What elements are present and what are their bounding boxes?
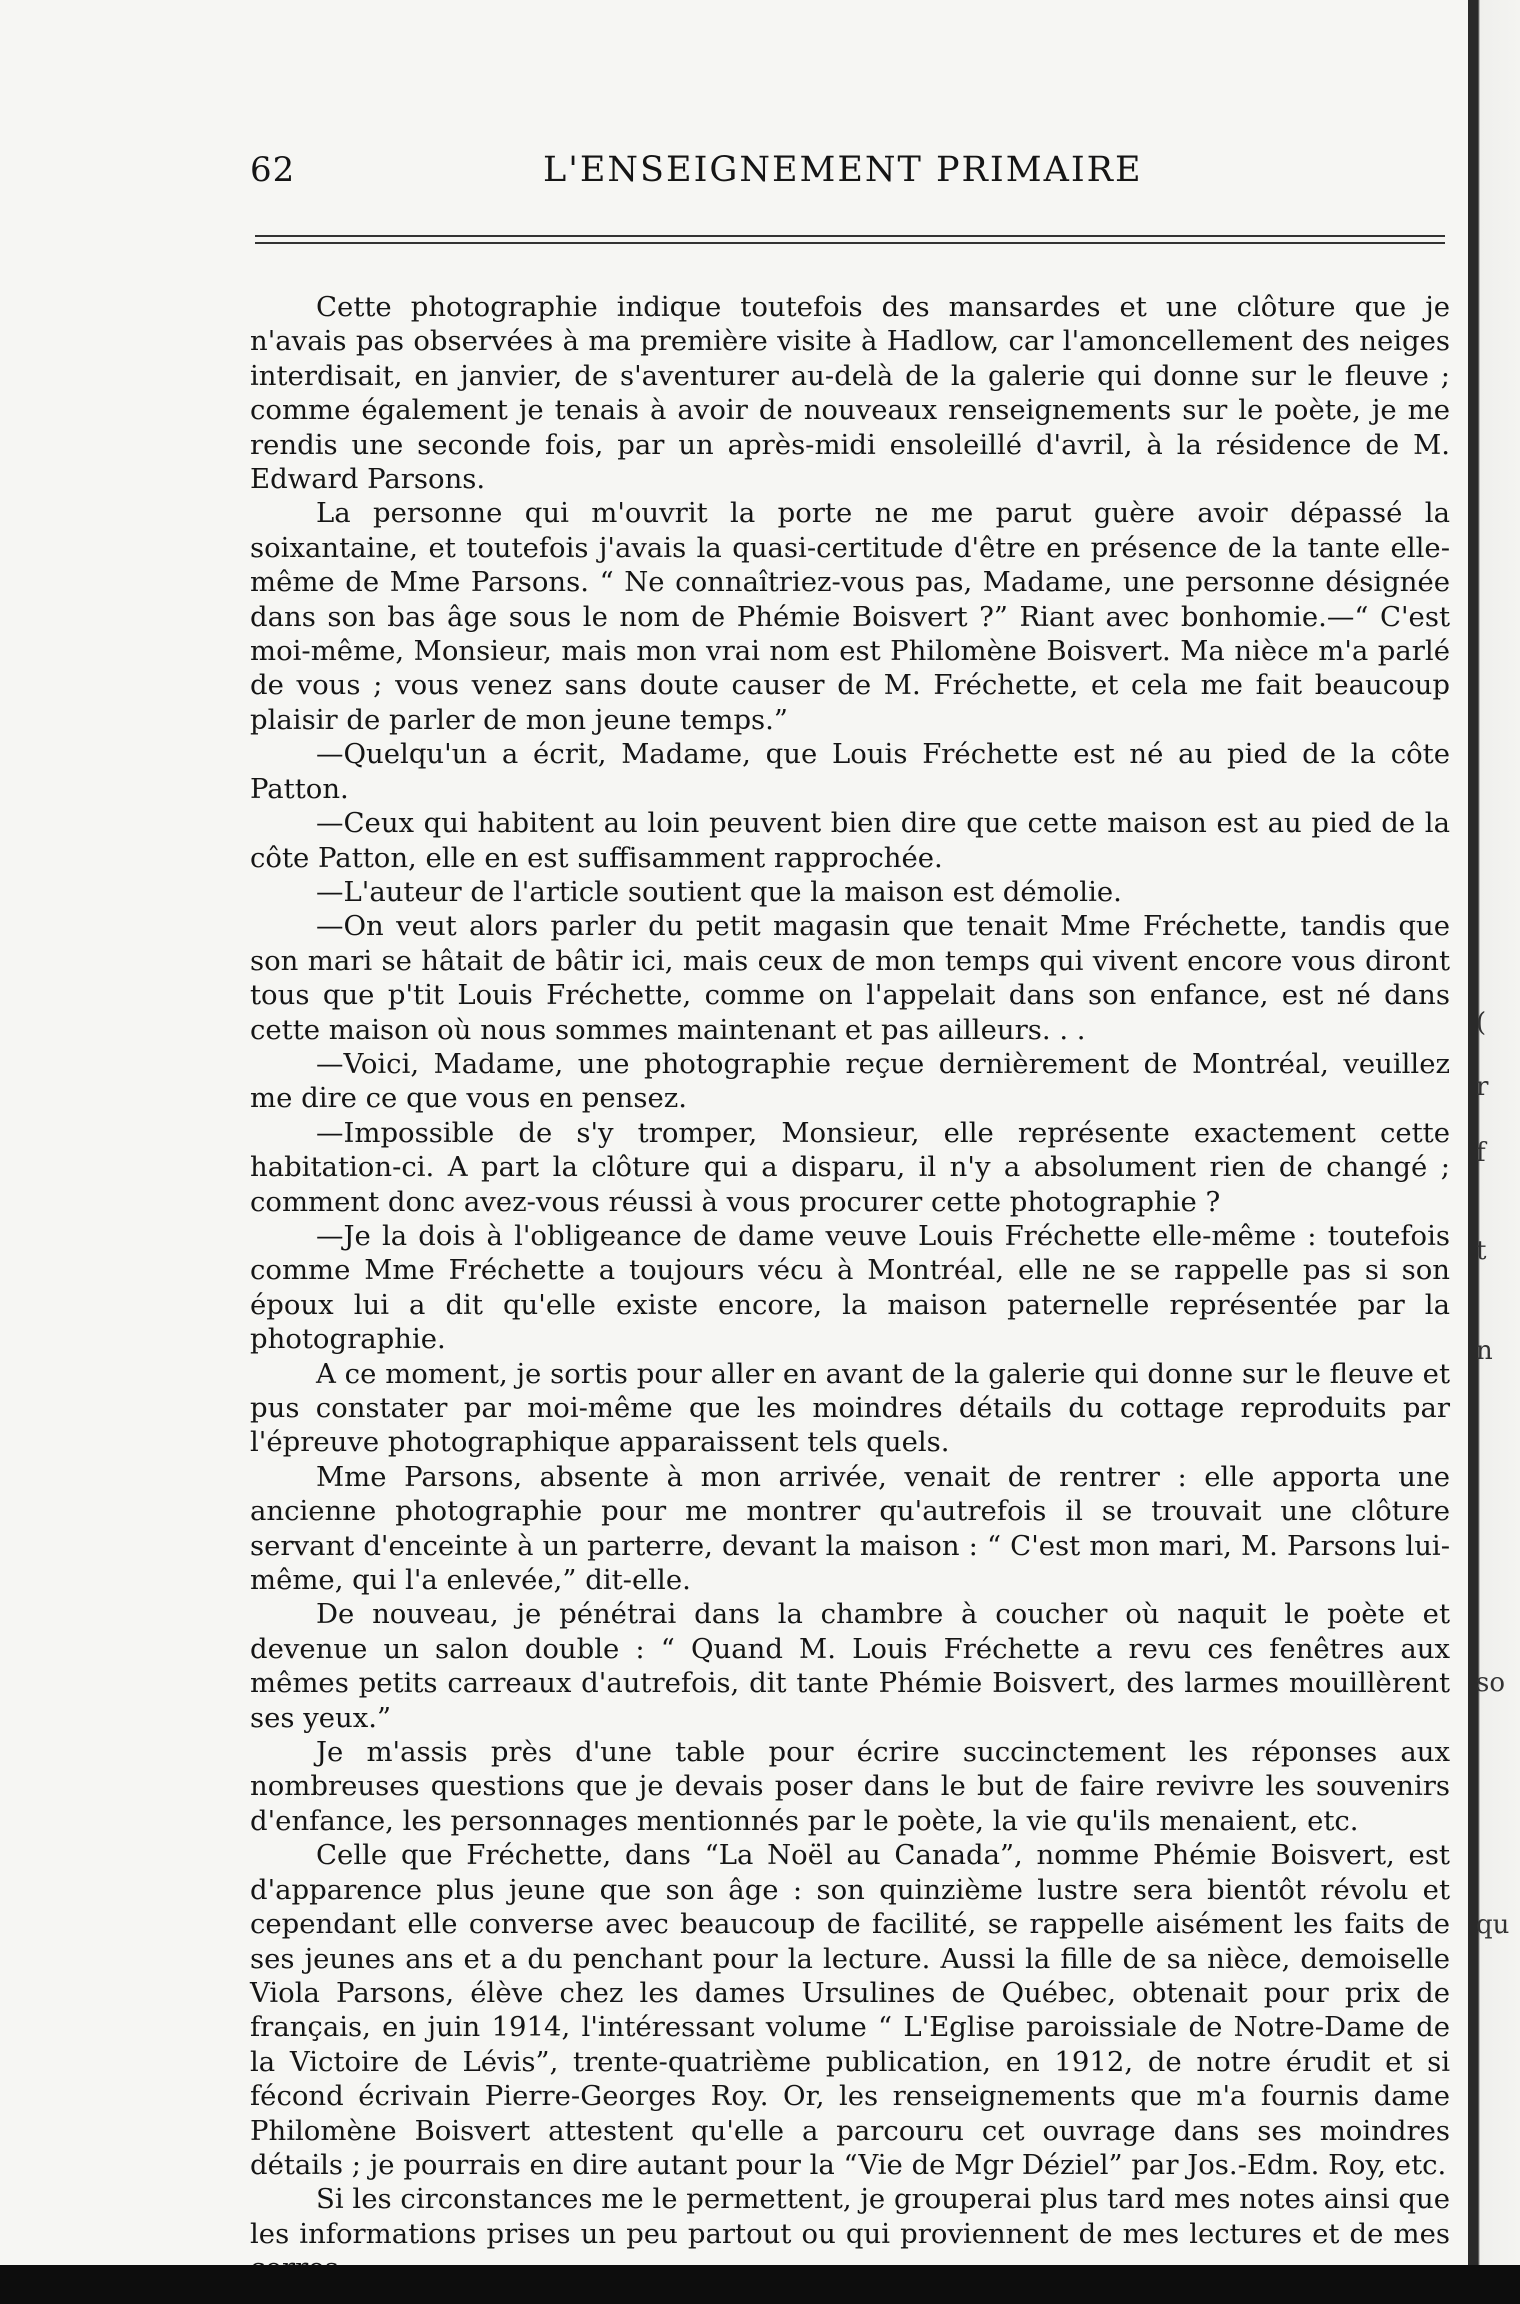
fragment: n	[1476, 1336, 1493, 1366]
paragraph: —Quelqu'un a écrit, Madame, que Louis Fréchette est né au pied de la côte Patton.	[250, 738, 1450, 805]
paragraph: Cette photographie indique toutefois des mansardes et une clôture que je n'avais pas observées à ma première visite à Hadlow, car l'amoncellement des neiges interdisait, en janvier, de s'aventurer au-delà de la galerie qui donne sur le fleuve ; comme également je tenais à avoir de nouveaux renseignements sur le poète, je me rendis une seconde fois, par un après-midi ensoleillé d'avril, à la résidence de M. Edward Parsons.	[250, 291, 1450, 496]
paragraph: —Voici, Madame, une photographie reçue dernièrement de Montréal, veuillez me dire ce que vous en pensez.	[250, 1047, 1450, 1115]
paragraph: Celle que Fréchette, dans “La Noël au Canada”, nomme Phémie Boisvert, est d'apparence plus jeune que son âge : son quinzième lustre sera bientôt révolu et cependant elle converse avec beaucoup de facilité, se rappelle aisément les faits de ses jeunes ans et a du penchant pour la lecture. Aussi la fille de sa nièce, demoiselle Viola Parsons, élève chez les dames Ursulines de Québec, obtenait pour prix de français, en juin 1914, l'intéressant volume “ L'Eglise paroissiale de Notre-Dame de la Victoire de Lévis”, trente-quatrième publication, en 1912, de notre érudit et si fécond écrivain Pierre-Georges Roy. Or, les renseignements que m'a fournis dame Philomène Boisvert attestent qu'elle a parcouru cet ouvrage dans ses moindres détails ; je pourrais en dire autant pour la “Vie de Mgr Déziel” par Jos.-Edm. Roy, etc.	[250, 1839, 1450, 2181]
scan-border	[0, 2265, 1520, 2304]
paragraph: —Ceux qui habitent au loin peuvent bien dire que cette maison est au pied de la côte Patton, elle en est suffisamment rapprochée.	[250, 807, 1450, 874]
paragraph: A ce moment, je sortis pour aller en avant de la galerie qui donne sur le fleuve et pus constater par moi-même que les moindres détails du cottage reproduits par l'épreuve photographique apparaissent tels quels.	[250, 1357, 1450, 1459]
page-number: 62	[250, 150, 296, 190]
fragment: r	[1476, 1072, 1489, 1102]
paragraph: De nouveau, je pénétrai dans la chambre à coucher où naquit le poète et devenue un salon double : “ Quand M. Louis Fréchette a revu ces fenêtres aux mêmes petits carreaux d'autrefois, dit tante Phémie Boisvert, des larmes mouillèrent ses yeux.”	[250, 1598, 1450, 1734]
paragraph: —Je la dois à l'obligeance de dame veuve Louis Fréchette elle-même : toutefois comme Mme Fréchette a toujours vécu à Montréal, elle ne se rappelle pas si son époux lui a dit qu'elle existe encore, la maison paternelle représentée par la photographie.	[250, 1219, 1450, 1356]
page-header	[250, 150, 1450, 198]
paragraph: Mme Parsons, absente à mon arrivée, venait de rentrer : elle apporta une ancienne photographie pour me montrer qu'autrefois il se trouvait une clôture servant d'enceinte à un parterre, devant la maison : “ C'est mon mari, M. Parsons lui-même, qui l'a enlevée,” dit-elle.	[250, 1460, 1450, 1597]
fragment: f	[1476, 1138, 1486, 1168]
paragraph: Je m'assis près d'une table pour écrire succinctement les réponses aux nombreuses questions que je devais poser dans le but de faire revivre les souvenirs d'enfance, les personnages mentionnés par le poète, la vie qu'ils menaient, etc.	[250, 1736, 1450, 1837]
running-title: L'ENSEIGNEMENT PRIMAIRE	[543, 150, 1143, 190]
fragment: so	[1476, 1668, 1505, 1698]
body-text	[250, 290, 1450, 2286]
paragraph: La personne qui m'ouvrit la porte ne me parut guère avoir dépassé la soixantaine, et toutefois j'avais la quasi-certitude d'être en présence de la tante elle-même de Mme Parsons. “ Ne connaîtriez-vous pas, Madame, une personne désignée dans son bas âge sous le nom de Phémie Boisvert ?” Riant avec bonhomie.—“ C'est moi-même, Monsieur, mais mon vrai nom est Philomène Boisvert. Ma nièce m'a parlé de vous ; vous venez sans doute causer de M. Fréchette, et cela me fait beaucoup plaisir de parler de mon jeune temps.”	[250, 497, 1450, 736]
header-rule	[255, 235, 1445, 237]
paragraph: —On veut alors parler du petit magasin que tenait Mme Fréchette, tandis que son mari se hâtait de bâtir ici, mais ceux de mon temps qui vivent encore vous diront tous que p'tit Louis Fréchette, comme on l'appelait dans son enfance, est né dans cette maison où nous sommes maintenant et pas ailleurs. . .	[250, 910, 1450, 1046]
header-rule-double	[255, 242, 1445, 244]
fragment: (	[1476, 1008, 1487, 1038]
facing-page-fragments	[1476, 0, 1520, 2265]
fragment: t	[1476, 1236, 1487, 1266]
fragment: qu	[1476, 1910, 1510, 1940]
paragraph: Si les circonstances me le permettent, je grouperai plus tard mes notes ainsi que les informations prises un peu partout ou qui proviennent de mes lectures et de mes	[250, 2183, 1450, 2250]
paragraph: —L'auteur de l'article soutient que la maison est démolie.	[316, 875, 1122, 908]
paragraph: —Impossible de s'y tromper, Monsieur, elle représente exactement cette habitation-ci. A part la clôture qui a disparu, il n'y a absolument rien de changé ; comment donc avez-vous réussi à vous procurer cette photographie ?	[250, 1116, 1450, 1218]
